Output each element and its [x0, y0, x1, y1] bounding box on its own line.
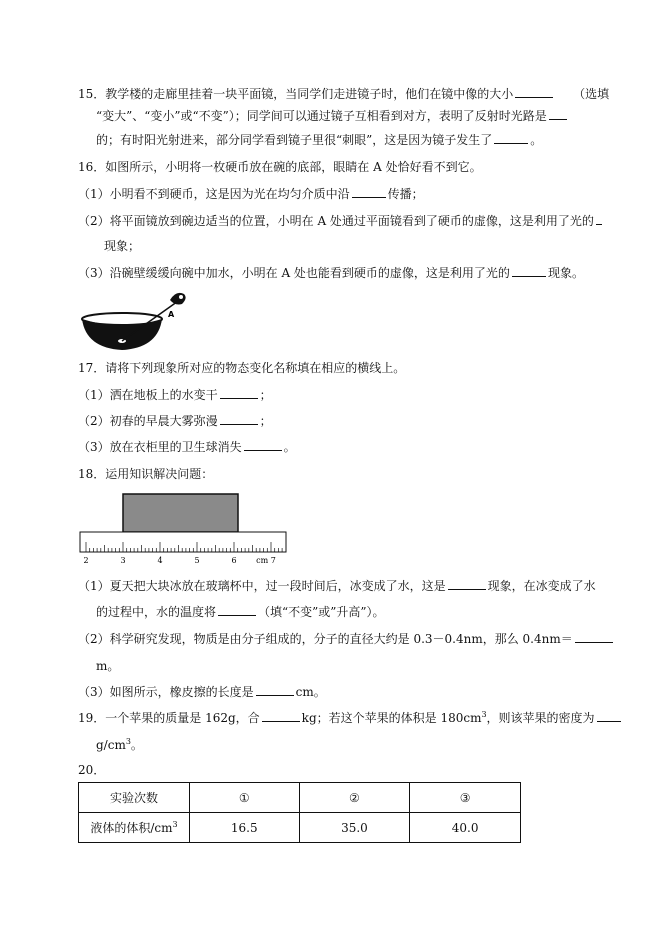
q17-blank-1[interactable]	[220, 387, 258, 399]
table-header-cell: ②	[299, 783, 410, 813]
bowl-figure	[78, 286, 198, 356]
label-a: A	[168, 310, 175, 319]
q18-stem: 18．运用知识解决问题：	[78, 467, 214, 481]
q15-text-2: “变大”、“变小”或“不变”）；同学间可以通过镜子互相看到对方，表明了反射时光路是	[96, 109, 547, 123]
q18-sub1-text2: 的过程中，水的温度将	[96, 605, 217, 619]
ruler-label-cm7: cm 7	[256, 556, 276, 565]
q16-sub2-line2: 现象；	[104, 239, 141, 253]
q18-blank-3[interactable]	[575, 631, 613, 643]
q19-text-1a: 19．一个苹果的质量是 162g，合	[78, 711, 260, 725]
q16-blank-3[interactable]	[512, 265, 546, 277]
q18-sub3-text: （3）如图所示，橡皮擦的长度是	[78, 685, 254, 699]
table-cell: 16.5	[189, 813, 299, 843]
row-label-sup: 3	[172, 820, 178, 829]
q17-stem: 17．请将下列现象所对应的物态变化名称填在相应的横线上。	[78, 361, 406, 375]
q15-blank-2[interactable]	[549, 108, 567, 120]
q17-sub2	[78, 413, 272, 429]
q16-sub1-text: （1）小明看不到硬币，这是因为光在均匀介质中沿	[78, 187, 350, 201]
q18-sub2-line2: m。	[96, 659, 120, 673]
q17-sub2-tail: ；	[259, 414, 272, 428]
q16-sub3-tail: 现象。	[547, 266, 584, 280]
table-cell: 35.0	[299, 813, 410, 843]
q16-sub3	[78, 265, 584, 281]
q18-blank-1[interactable]	[448, 578, 486, 590]
q15-blank-1[interactable]	[515, 86, 553, 98]
q15-text-1a: 15．教学楼的走廊里挂着一块平面镜，当同学们走进镜子时，他们在镜中像的大小	[78, 87, 514, 101]
q19-sup-2: 3	[125, 737, 131, 746]
q19-blank-2[interactable]	[597, 710, 621, 722]
q16-sub2	[78, 213, 604, 229]
q17-sub3-tail: 。	[283, 440, 296, 454]
q18-blank-2[interactable]	[218, 604, 256, 616]
table-header-cell: ③	[410, 783, 521, 813]
q16-sub3-text: （3）沿碗壁缓缓向碗中加水，小明在 A 处也能看到硬币的虚像，这是利用了光的	[78, 266, 510, 280]
q19-sup-1: 3	[481, 710, 487, 719]
q16-stem: 16．如图所示，小明将一枚硬币放在碗的底部，眼睛在 A 处恰好看不到它。	[78, 160, 482, 174]
q17-sub1	[78, 387, 272, 403]
q17-sub1-text: （1）洒在地板上的水变干	[78, 388, 218, 402]
q18-sub2	[78, 631, 615, 647]
eraser	[123, 494, 238, 532]
ruler	[80, 532, 286, 552]
q17-sub1-tail: ；	[259, 388, 272, 402]
q17-blank-2[interactable]	[220, 413, 258, 425]
ruler-label-5: 5	[194, 556, 200, 565]
q18-blank-4[interactable]	[256, 684, 294, 696]
q15-line1	[78, 86, 609, 102]
q18-sub1-line2	[96, 604, 385, 620]
q15-text-3b: 。	[530, 133, 543, 147]
table-row-label	[79, 813, 190, 843]
row-label-text: 液体的体积/cm	[90, 821, 173, 835]
q17-sub3	[78, 439, 296, 455]
q15-line2	[96, 108, 569, 124]
q20-table	[78, 782, 521, 843]
table-header-cell: 实验次数	[79, 783, 190, 813]
q19-line1	[78, 710, 623, 726]
table-header-row	[79, 783, 521, 813]
ruler-figure	[78, 492, 290, 568]
q18-sub3-tail: cm。	[295, 685, 326, 699]
q15-text-1b: （选填	[573, 87, 610, 101]
ruler-label-2: 2	[83, 556, 89, 565]
table-row	[79, 813, 521, 843]
q18-sub1-mid: 现象，在冰变成了水	[487, 579, 596, 593]
q19-text-2b: 。	[130, 738, 143, 752]
q16-sub1-tail: 传播；	[387, 187, 424, 201]
q17-sub2-text: （2）初春的早晨大雾弥漫	[78, 414, 218, 428]
q19-text-2a: g/cm	[96, 738, 126, 752]
q17-sub3-text: （3）放在衣柜里的卫生球消失	[78, 440, 242, 454]
q18-sub2-text: （2）科学研究发现，物质是由分子组成的，分子的直径大约是 0.3－0.4nm，那么 0.4nm＝	[78, 632, 573, 646]
ruler-label-4: 4	[157, 556, 163, 565]
q18-sub1-text: （1）夏天把大块冰放在玻璃杯中，过一段时间后，冰变成了水，这是	[78, 579, 446, 593]
q15-text-3a: 的；有时阳光射进来，部分同学看到镜子里很“刺眼”，这是因为镜子发生了	[96, 133, 493, 147]
q16-sub2-text: （2）将平面镜放到碗边适当的位置，小明在 A 处通过平面镜看到了硬币的虚像，这是利用了光的	[78, 214, 594, 228]
ruler-label-3: 3	[120, 556, 126, 565]
q18-sub3	[78, 684, 326, 700]
q15-blank-3[interactable]	[494, 132, 528, 144]
q17-blank-3[interactable]	[244, 439, 282, 451]
eye-icon	[170, 293, 186, 305]
q18-sub1	[78, 578, 596, 594]
table-cell: 40.0	[410, 813, 521, 843]
q19-line2	[96, 737, 143, 753]
ruler-label-6: 6	[231, 556, 237, 565]
q20-number: 20．	[78, 763, 106, 777]
q16-sub1	[78, 186, 424, 202]
q19-text-1b: kg；若这个苹果的体积是 180cm	[301, 711, 482, 725]
eye-pupil	[179, 295, 183, 299]
q16-blank-2[interactable]	[596, 213, 602, 225]
table-header-cell: ①	[189, 783, 299, 813]
q15-line3	[96, 132, 542, 148]
q19-text-1c: ，则该苹果的密度为	[486, 711, 595, 725]
q16-blank-1[interactable]	[352, 186, 386, 198]
q18-sub1-tail: （填“不变”或”升高”）。	[258, 605, 385, 619]
q19-blank-1[interactable]	[262, 710, 300, 722]
